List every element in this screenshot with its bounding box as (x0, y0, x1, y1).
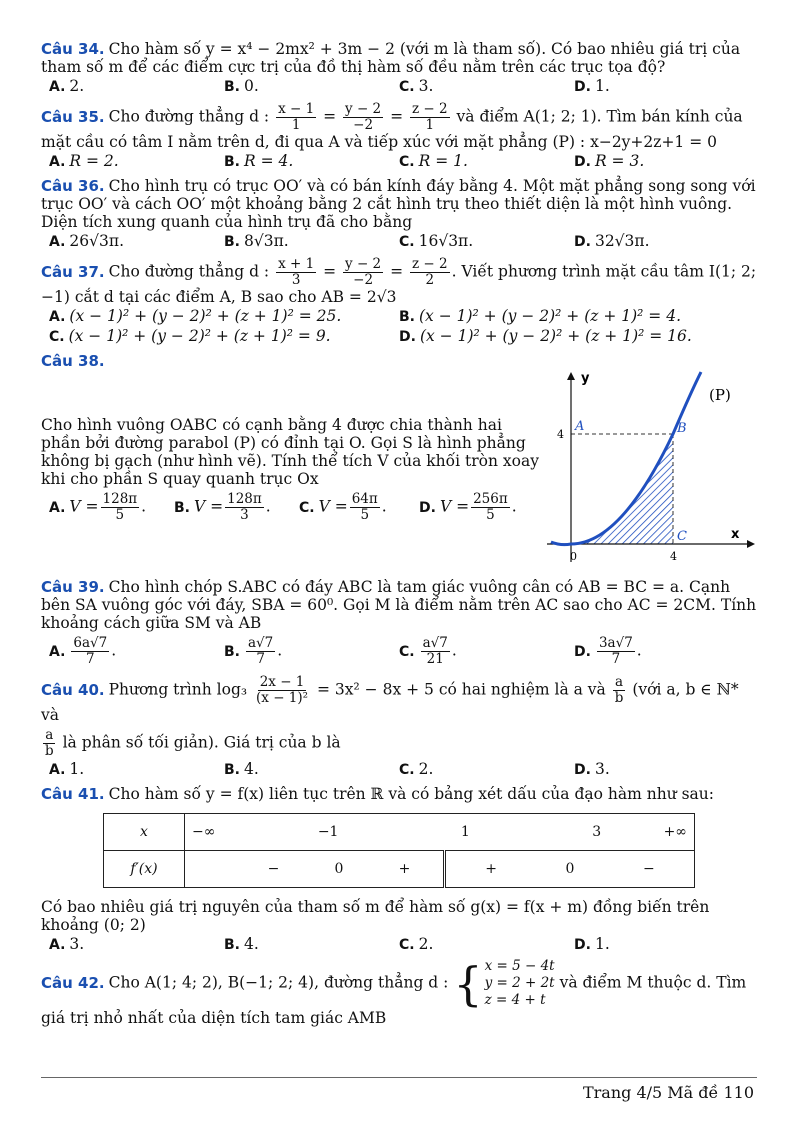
choice-key: C. (399, 762, 415, 778)
fraction (343, 102, 383, 133)
choice-key: D. (574, 79, 591, 95)
choice-b[interactable] (216, 935, 391, 954)
fraction (225, 492, 264, 523)
choice-text: 0. (244, 77, 259, 95)
question-label: Câu 40. (41, 680, 105, 699)
choices (41, 77, 757, 96)
choice-d[interactable]: D. $\frac{3a√7}{7}$ . (574, 635, 642, 667)
numerator: a√7 (422, 635, 448, 651)
choice-c[interactable]: C. $\frac{a√7}{21}$ . (399, 635, 457, 667)
choice-text: V = (439, 497, 470, 516)
footer-divider (41, 1077, 757, 1078)
choice-d[interactable] (391, 327, 741, 346)
choice-key: A. (49, 643, 66, 660)
choice-b[interactable] (216, 232, 391, 251)
choice-text: V = (69, 497, 99, 516)
numerator: y − 2 (345, 101, 382, 117)
x-value: 1 (460, 824, 470, 840)
choice-key: A. (49, 154, 66, 170)
question-stem-continued: Có bao nhiêu giá trị nguyên của tham số m để hàm số g(x) = f(x + m) đồng biến trên khoảng (0; 2) (41, 898, 710, 934)
choice-b[interactable] (216, 77, 391, 96)
sign-table-right-part (445, 851, 695, 888)
question-39 (41, 578, 757, 667)
choice-d[interactable] (566, 232, 741, 251)
choice-key: D. (574, 234, 591, 250)
question-stem: Cho hàm số y = x⁴ − 2mx² + 3m − 2 (với m là tham số). Có bao nhiêu giá trị của tham số m để các điểm cực trị của đồ thị hàm số đều nằm trên các trục tọa độ? (41, 40, 741, 76)
choice-a[interactable] (41, 77, 216, 96)
choice-key: A. (49, 937, 66, 953)
denominator: 3 (291, 272, 301, 288)
question-label: Câu 37. (41, 262, 105, 281)
denominator: 21 (426, 651, 444, 667)
fraction (421, 636, 450, 667)
choice-text: 3. (418, 77, 434, 95)
x-axis-arrow (747, 540, 755, 548)
sign: − (642, 861, 655, 877)
denominator: 5 (486, 507, 495, 523)
choices (41, 327, 757, 346)
numerator: a (615, 674, 624, 690)
x-value: 3 (592, 824, 602, 840)
fraction (246, 636, 275, 667)
choice-b[interactable]: B. $\frac{a√7}{7}$ . (224, 635, 283, 667)
choice-c[interactable] (391, 760, 566, 779)
hatched-region (571, 434, 673, 544)
choice-text: 2. (418, 935, 434, 953)
x-value: −1 (317, 824, 339, 840)
choice-key: A. (49, 499, 66, 516)
choice-key: C. (399, 937, 415, 953)
choice-c[interactable] (41, 327, 391, 346)
choice-key: A. (49, 234, 66, 250)
fraction (410, 102, 450, 133)
choice-key: D. (574, 154, 591, 170)
choice-text: (x − 1)² + (y − 2)² + (z + 1)² = 9. (68, 327, 331, 345)
point-b-label: B (677, 421, 687, 436)
x-value: −∞ (192, 824, 216, 840)
choice-key: C. (49, 329, 65, 345)
choice-a[interactable] (41, 232, 216, 251)
fraction (43, 728, 56, 759)
choices (41, 232, 757, 251)
choice-a[interactable]: A. $\frac{6a√7}{7}$ . (49, 635, 117, 667)
sign-table-x-header: x (104, 814, 185, 851)
question-41 (41, 785, 757, 954)
question-label: Câu 38. (41, 352, 105, 370)
denominator: 1 (291, 117, 301, 133)
parabola-figure (541, 370, 757, 570)
choices (41, 636, 757, 667)
fraction (597, 636, 635, 667)
choice-text: 2. (69, 77, 85, 95)
choice-key: D. (399, 329, 416, 345)
choice-text: 3. (594, 760, 610, 778)
question-38 (41, 352, 757, 574)
choice-c[interactable] (391, 77, 566, 96)
question-37: Câu 37. Cho đường thẳng d : $\frac{x + 1}{3}$ = $\frac{y - 2}{-2}$ = $\frac{z - 2}{2}$ . Viết phương trình mặt cầu tâm I(1; 2; −1) cắt d tại các điểm A, B sao cho AB = 2√3 A. (x − 1)² + (y − 2)² + (z + 1)² = 25. B. (x − 1)² + (y − 2)² + (z + 1)² = 4. C. (x − 1)² + (y − 2)² + (z + 1)² = 9. D. (x − 1)² + (y − 2)² + (z + 1)² = 16. (41, 256, 757, 345)
fraction (350, 492, 380, 523)
choice-d[interactable] (566, 760, 741, 779)
fraction (101, 492, 140, 523)
fraction (254, 675, 310, 706)
choice-c[interactable]: C. V = $\frac{64\pi}{5}$ . (299, 491, 387, 523)
sign: 0 (334, 861, 344, 877)
fraction (276, 257, 316, 288)
choice-text: 8√3π. (244, 232, 289, 250)
question-stem: Cho hình trụ có trục OO′ và có bán kính đáy bằng 4. Một mặt phẳng song song với trục OO′ và cách OO′ một khoảng bằng 2 cắt hình trụ theo thiết diện là một hình vuông. Diện tích xung quanh của hình trụ đã cho bằng (41, 177, 756, 231)
choice-key: C. (299, 499, 315, 516)
exam-page (41, 36, 757, 1031)
y-axis-arrow (567, 372, 575, 380)
choice-key: A. (49, 762, 66, 778)
question-stem-continued: và điểm A(1; 2; 1). Tìm bán kính của mặt cầu có tâm I nằm trên d, đi qua A và tiếp xúc với mặt phẳng (P) : x−2y+2z+1 = 0 (41, 107, 743, 151)
choice-d[interactable] (566, 935, 741, 954)
question-stem-continued: và điểm M thuộc d. Tìm giá trị nhỏ nhất của diện tích tam giác AMB (41, 973, 747, 1027)
numerator: a (45, 727, 54, 743)
choice-d[interactable] (566, 77, 741, 96)
question-label: Câu 39. (41, 578, 105, 596)
curve-label: (P) (709, 386, 731, 404)
choice-text: R = 3. (594, 152, 645, 170)
choices (41, 152, 757, 171)
denominator: 7 (611, 651, 621, 667)
choice-key: B. (224, 762, 240, 778)
brace: { (453, 956, 483, 1011)
choice-d[interactable] (566, 152, 741, 171)
choice-key: C. (399, 643, 415, 660)
sign-table-x-row (185, 814, 695, 851)
denominator: −2 (353, 272, 374, 288)
question-35: Câu 35. Cho đường thẳng d : $\frac{x - 1}{1}$ = $\frac{y - 2}{-2}$ = $\frac{z - 2}{1}$ và điểm A(1; 2; 1). Tìm bán kính của mặt cầu có tâm I nằm trên d, đi qua A và tiếp xúc với mặt phẳng (P) : x−2y+2z+1 = 0 A. R = 2. B. R = 4. C. R = 1. D. R = 3. (41, 102, 757, 171)
question-label: Câu 41. (41, 785, 105, 803)
choice-key: B. (224, 234, 240, 250)
choice-key: D. (419, 499, 436, 516)
choice-text: 16√3π. (418, 232, 474, 250)
choices (41, 760, 757, 779)
question-36 (41, 177, 757, 251)
choice-key: B. (224, 643, 240, 660)
choice-key: A. (49, 309, 66, 325)
choice-text: V = (318, 497, 348, 516)
system-line: z = 4 + t (484, 992, 546, 1008)
choice-text: (x − 1)² + (y − 2)² + (z + 1)² = 4. (419, 307, 682, 325)
question-40 (41, 675, 757, 779)
numerator: y − 2 (345, 256, 382, 272)
choice-key: B. (224, 937, 240, 953)
numerator: x − 1 (278, 101, 315, 117)
sign: − (267, 861, 280, 877)
question-stem: Cho hình vuông OABC có cạnh bằng 4 được chia thành hai phần bởi đường parabol (P) có đỉnh tại O. Gọi S là hình phẳng không bị gạch (như hình vẽ). Tính thể tích V của khối tròn xoay khi cho phần S quay quanh trục Ox (41, 416, 539, 488)
denominator: 5 (360, 507, 370, 523)
numerator: z − 2 (412, 101, 448, 117)
choice-key: D. (574, 643, 591, 660)
line-system (453, 958, 554, 1009)
choice-text: 1. (594, 935, 610, 953)
choices (41, 935, 757, 954)
tick-x-label: 4 (670, 550, 677, 563)
choice-text: 1. (69, 760, 85, 778)
system-line: x = 5 − 4t (484, 958, 555, 974)
question-stem: Cho A(1; 4; 2), B(−1; 2; 4), đường thẳng d : (108, 973, 449, 992)
question-42 (41, 958, 757, 1027)
question-stem-continued: = 3x² − 8x + 5 có hai nghiệm là a và (317, 680, 606, 699)
choice-text: R = 1. (418, 152, 468, 170)
sign: + (485, 861, 497, 877)
choice-c[interactable] (391, 232, 566, 251)
numerator: a√7 (248, 635, 274, 651)
numerator: 128π (227, 491, 262, 507)
denominator: 3 (240, 507, 249, 523)
x-value: +∞ (663, 824, 687, 840)
numerator: 6a√7 (73, 635, 108, 651)
question-label: Câu 42. (41, 973, 105, 992)
fraction (613, 675, 626, 706)
choice-key: B. (224, 79, 240, 95)
question-stem: Cho đường thẳng d : (108, 262, 270, 281)
choice-c[interactable] (391, 152, 566, 171)
denominator: 7 (86, 651, 95, 667)
choices (41, 307, 757, 326)
choice-c[interactable] (391, 935, 566, 954)
choice-d[interactable]: D. V = $\frac{256\pi}{5}$ . (419, 491, 517, 523)
question-stem-continued: là phân số tối giản). Giá trị của b là (62, 733, 341, 752)
choice-b[interactable] (216, 760, 391, 779)
choice-text: R = 2. (69, 152, 119, 170)
numerator: 128π (102, 491, 138, 507)
point-c-label: C (677, 529, 687, 544)
choice-key: D. (574, 762, 591, 778)
question-stem-continued: (với a, b ∈ ℕ* và (41, 680, 739, 724)
choice-a[interactable]: A. V = $\frac{128\pi}{5}$ . (49, 491, 147, 523)
choice-key: A. (49, 79, 66, 95)
choice-b[interactable] (391, 307, 741, 326)
fraction (343, 257, 383, 288)
choice-text: 3. (69, 935, 85, 953)
denominator: (x − 1)² (256, 690, 309, 706)
choice-text: 4. (244, 935, 259, 953)
fraction (471, 492, 510, 523)
denominator: b (45, 743, 54, 759)
numerator: 2x − 1 (259, 674, 305, 690)
denominator: 7 (256, 651, 265, 667)
choice-text: 4. (244, 760, 259, 778)
choice-a[interactable] (41, 152, 216, 171)
choice-a[interactable] (41, 760, 216, 779)
x-axis-label: x (731, 527, 740, 542)
choices (41, 492, 541, 523)
choice-text: (x − 1)² + (y − 2)² + (z + 1)² = 25. (69, 307, 342, 325)
numerator: 3a√7 (598, 635, 633, 651)
choice-key: B. (399, 309, 415, 325)
choice-text: 1. (594, 77, 610, 95)
choice-text: R = 4. (244, 152, 294, 170)
fraction (276, 102, 316, 133)
sign: 0 (565, 861, 575, 877)
fraction (410, 257, 450, 288)
numerator: 256π (473, 491, 508, 507)
numerator: 64π (351, 491, 378, 507)
numerator: z − 2 (412, 256, 448, 272)
choice-key: C. (399, 234, 415, 250)
choice-key: C. (399, 79, 415, 95)
question-stem: Cho đường thẳng d : (108, 107, 270, 126)
question-label: Câu 34. (41, 40, 105, 58)
page-footer: Trang 4/5 Mã đề 110 (582, 1083, 754, 1102)
point-a-label: A (575, 419, 585, 434)
numerator: x + 1 (278, 256, 315, 272)
question-label: Câu 36. (41, 177, 105, 195)
y-axis-label: y (581, 371, 590, 386)
question-34 (41, 40, 757, 96)
choice-key: B. (224, 154, 240, 170)
question-stem: Phương trình log₃ (108, 680, 248, 699)
sign-table-fprime-header: f′(x) (104, 851, 185, 888)
denominator: 1 (425, 117, 435, 133)
choice-text: 2. (418, 760, 434, 778)
sign-table-left-part (185, 851, 445, 888)
choice-key: C. (399, 154, 415, 170)
question-stem: Cho hình chóp S.ABC có đáy ABC là tam giác vuông cân có AB = BC = a. Cạnh bên SA vuông góc với đáy, SBA = 60⁰. Gọi M là điểm nằm trên AC sao cho AC = 2CM. Tính khoảng cách giữa SM và AB (41, 578, 757, 632)
choice-a[interactable] (41, 935, 216, 954)
choice-text: 26√3π. (69, 232, 124, 250)
question-label: Câu 35. (41, 107, 105, 126)
choice-b[interactable]: B. V = $\frac{128\pi}{3}$ . (174, 491, 271, 523)
question-stem: Cho hàm số y = f(x) liên tục trên ℝ và có bảng xét dấu của đạo hàm như sau: (108, 785, 715, 803)
choice-b[interactable] (216, 152, 391, 171)
choice-key: B. (174, 499, 190, 516)
denominator: b (614, 690, 624, 706)
question-stem-continued: . Viết phương trình mặt cầu tâm I(1; 2; −1) cắt d tại các điểm A, B sao cho AB = 2√3 (41, 262, 757, 306)
denominator: −2 (353, 117, 374, 133)
choice-text: (x − 1)² + (y − 2)² + (z + 1)² = 16. (419, 327, 692, 345)
origin-label: 0 (570, 550, 577, 563)
fraction (71, 636, 109, 667)
sign-table (103, 813, 695, 888)
denominator: 2 (425, 272, 435, 288)
choice-key: D. (574, 937, 591, 953)
denominator: 5 (115, 507, 125, 523)
choice-a[interactable] (41, 307, 391, 326)
system-line: y = 2 + 2t (484, 975, 555, 991)
choice-text: 32√3π. (594, 232, 650, 250)
sign: + (398, 861, 411, 877)
tick-y-label: 4 (557, 428, 564, 441)
choice-text: V = (194, 497, 224, 516)
